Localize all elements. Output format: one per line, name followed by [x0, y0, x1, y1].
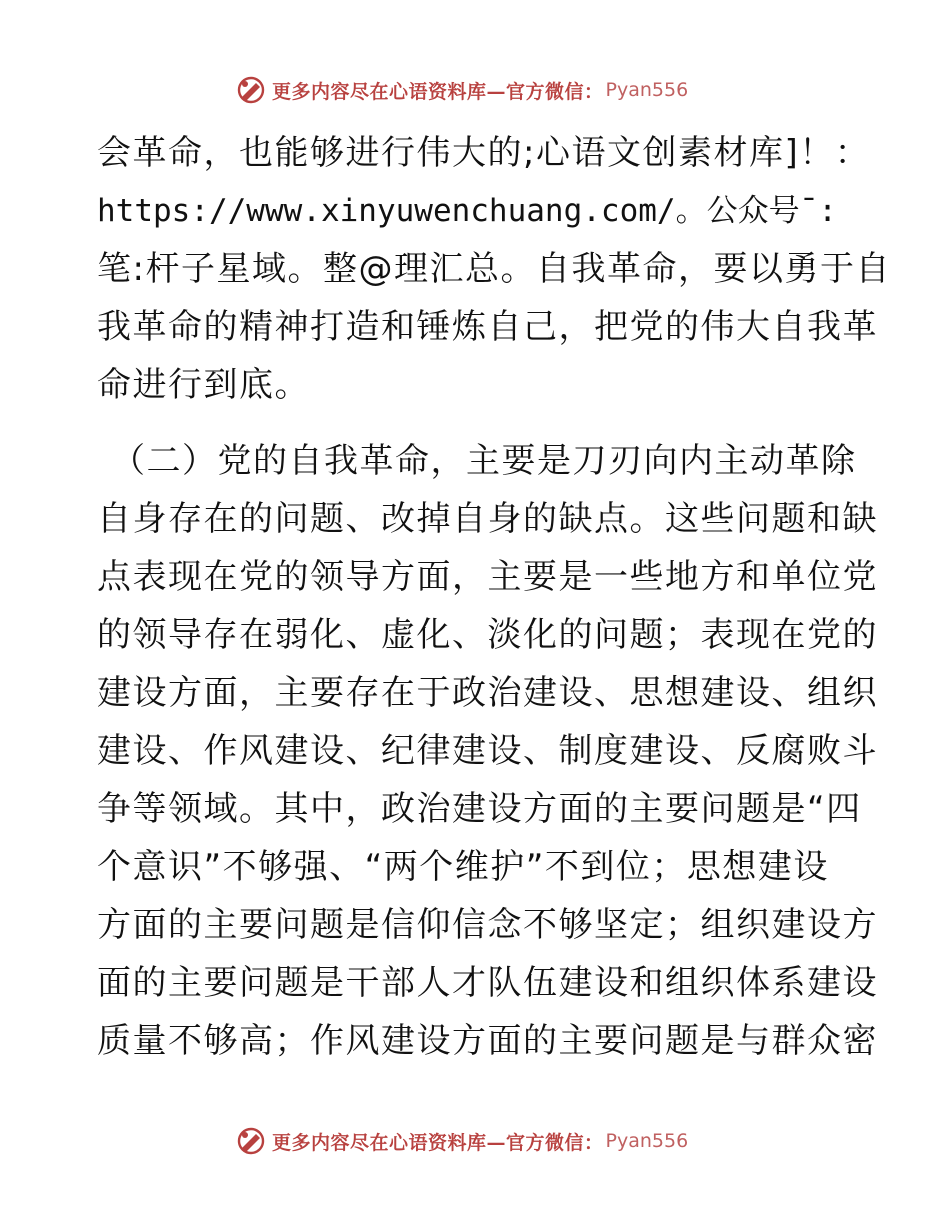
document-body [97, 124, 891, 1070]
text-line: 面的主要问题是干部人才队伍建设和组织体系建设 [97, 963, 878, 1003]
text-line: 我革命的精神打造和锤炼自己，把党的伟大自我革 [97, 307, 878, 347]
text-line: 点表现在党的领导方面，主要是一些地方和单位党 [97, 557, 878, 597]
text-line: 建设方面，主要存在于政治建设、思想建设、组织 [97, 673, 878, 713]
text-line: 命进行到底。 [97, 365, 310, 405]
text-line: 的领导存在弱化、虚化、淡化的问题；表现在党的 [97, 615, 878, 655]
text-line: 建设、作风建设、纪律建设、制度建设、反腐败斗 [97, 731, 878, 771]
banner-text: 更多内容尽在心语资料库—官方微信： [272, 1131, 604, 1154]
text-line: 会革命，也能够进行伟大的;心语文创素材库]！： [97, 133, 871, 173]
paragraph-2 [97, 432, 878, 1070]
text-line: 自身存在的问题、改掉自身的缺点。这些问题和缺 [97, 499, 878, 539]
text-line: （二）党的自我革命，主要是刀刃向内主动革除 [111, 441, 857, 481]
text-line: 笔:杆子星域。整@理汇总。自我革命，要以勇于自 [97, 249, 891, 289]
pen-logo-icon [236, 1126, 266, 1156]
paragraph-1 [97, 124, 891, 414]
text-line: 个意识”不够强、“两个维护”不到位；思想建设 [97, 847, 829, 887]
text-line: 争等领域。其中，政治建设方面的主要问题是“四 [97, 789, 862, 829]
text-line-url: https://www.xinyuwenchuang.com/。公众号¯: [97, 193, 837, 229]
banner-wechat-id: Pyan556 [605, 1130, 689, 1152]
header-watermark-banner [236, 73, 716, 107]
footer-watermark-banner [236, 1124, 716, 1158]
pen-logo-icon [236, 75, 266, 105]
text-line: 方面的主要问题是信仰信念不够坚定；组织建设方 [97, 905, 878, 945]
text-line: 质量不够高；作风建设方面的主要问题是与群众密 [97, 1021, 878, 1061]
banner-wechat-id: Pyan556 [605, 79, 689, 101]
banner-text: 更多内容尽在心语资料库—官方微信： [272, 80, 604, 103]
